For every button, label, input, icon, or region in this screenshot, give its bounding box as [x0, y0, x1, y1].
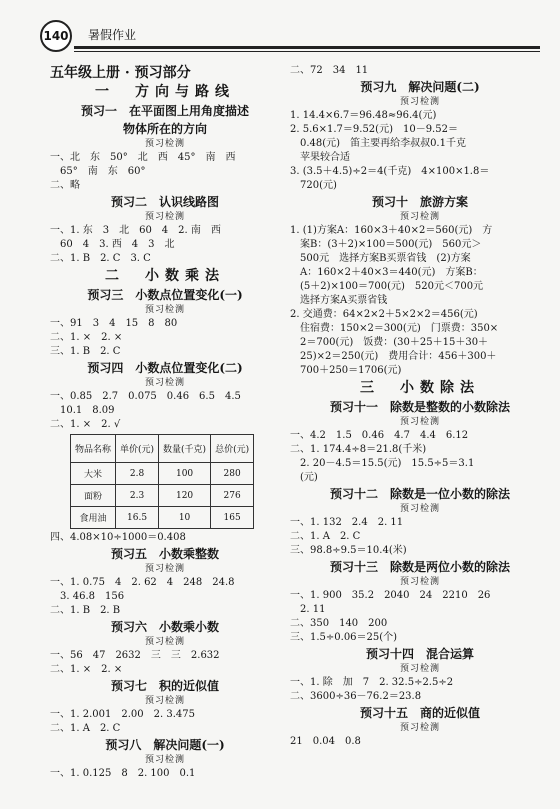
answer-line: 一、1. 除 加 7 2. 32.5÷2.5÷2 — [290, 677, 454, 688]
answer-line: 1. (1)方案A：160×3＋40×2＝560(元) 方 — [290, 225, 493, 236]
answer-line: 二、1. × 2. √ — [50, 419, 121, 430]
goods-table — [70, 434, 254, 529]
answer-line: 二、72 34 11 — [290, 65, 369, 76]
answer-line: 二、1. × 2. × — [50, 664, 123, 675]
table-cell: 大米 — [71, 463, 116, 485]
check-label: 预习检测 — [144, 212, 185, 222]
lesson-heading: 预习八 解决问题(一) — [105, 738, 225, 752]
lesson-heading: 物体所在的方向 — [122, 122, 207, 136]
answer-line: 60 4 3. 西 4 3 北 — [50, 239, 175, 250]
answer-line: 3. (3.5＋4.5)÷2＝4(千克) 4×100×1.8＝ — [290, 166, 490, 177]
answer-line: 二、1. A 2. C — [50, 723, 121, 734]
check-label: 预习检测 — [399, 97, 440, 107]
lesson-heading: 预习二 认识线路图 — [110, 195, 219, 209]
table-header-row — [71, 435, 254, 463]
left-column — [50, 64, 280, 781]
check-label: 预习检测 — [144, 305, 185, 315]
table-row — [71, 485, 254, 507]
answer-line: A：160×2＋40×3＝440(元) 方案B： — [290, 267, 483, 278]
answer-line: 21 0.04 0.8 — [290, 736, 361, 747]
table-header-cell: 总价(元) — [211, 435, 254, 463]
answer-line: 三、98.8÷9.5＝10.4(米) — [290, 545, 407, 556]
answer-line: 二、1. × 2. × — [50, 332, 123, 343]
page-number: 140 — [40, 20, 72, 52]
lesson-heading: 预习十三 除数是两位小数的除法 — [329, 560, 510, 574]
check-label: 预习检测 — [399, 504, 440, 514]
lesson-heading: 预习十 旅游方案 — [371, 195, 468, 209]
answer-line: 一、1. 900 35.2 2040 24 2210 26 — [290, 590, 491, 601]
check-label: 预习检测 — [399, 417, 440, 427]
answer-line: 二、1. 174.4÷8＝21.8(千米) — [290, 444, 427, 455]
answer-line: 2＝700(元) 饭费：(30＋25＋15＋30＋ — [290, 337, 489, 348]
answer-line: 25)×2＝250(元) 费用合计：456＋300＋ — [290, 351, 497, 362]
answer-line: 一、0.85 2.7 0.075 0.46 6.5 4.5 — [50, 391, 241, 402]
answer-line: 10.1 8.09 — [50, 405, 115, 416]
table-row — [71, 463, 254, 485]
answer-line: (元) — [290, 472, 318, 483]
answer-line: 720(元) — [290, 180, 337, 191]
table-cell: 120 — [159, 485, 211, 507]
answer-line: 二、略 — [50, 180, 80, 191]
table-cell: 100 — [159, 463, 211, 485]
lesson-heading: 预习十五 商的近似值 — [359, 706, 480, 720]
lesson-heading: 预习十二 除数是一位小数的除法 — [329, 487, 510, 501]
answer-line: 二、350 140 200 — [290, 618, 388, 629]
answer-line: 一、北 东 50° 北 西 45° 南 西 — [50, 152, 236, 163]
unit-heading: 三 小数除法 — [360, 380, 480, 396]
answer-line: 1. 14.4×6.7＝96.48≈96.4(元) — [290, 110, 437, 121]
table-cell: 2.8 — [116, 463, 159, 485]
answer-line: 三、1. B 2. C — [50, 346, 121, 357]
answer-line: 案B：(3＋2)×100＝500(元) 560元＞ — [290, 239, 482, 250]
answer-line: 2. 11 — [290, 604, 326, 615]
check-label: 预习检测 — [144, 755, 185, 765]
lesson-heading: 预习十一 除数是整数的小数除法 — [329, 400, 510, 414]
answer-line: 一、91 3 4 15 8 80 — [50, 318, 178, 329]
answer-line: 二、1. B 2. C 3. C — [50, 253, 151, 264]
table-cell: 280 — [211, 463, 254, 485]
right-column — [290, 64, 550, 749]
answer-line: 三、1.5÷0.06＝25(个) — [290, 632, 398, 643]
unit-heading: 一 方向与路线 — [95, 84, 235, 100]
answer-line: (5＋2)×100＝700(元) 520元＜700元 — [290, 281, 484, 292]
answer-line: 2. 20－4.5＝15.5(元) 15.5÷5＝3.1 — [290, 458, 475, 469]
check-label: 预习检测 — [399, 577, 440, 587]
check-label: 预习检测 — [144, 564, 185, 574]
table-header-cell: 数量(千克) — [159, 435, 211, 463]
answer-line: 0.48(元) 笛主要再给李叔叔0.1千克 — [290, 138, 466, 149]
answer-line: 一、56 47 2632 三 三 2.632 — [50, 650, 220, 661]
answer-line: 二、1. A 2. C — [290, 531, 361, 542]
page-header — [40, 20, 540, 52]
table-cell: 面粉 — [71, 485, 116, 507]
answer-line: 住宿费：150×2＝300(元) 门票费：350× — [290, 323, 499, 334]
table-cell: 276 — [211, 485, 254, 507]
table-row — [71, 507, 254, 529]
answer-line: 选择方案A买票省钱 — [290, 295, 388, 306]
answer-line: 一、4.2 1.5 0.46 4.7 4.4 6.12 — [290, 430, 469, 441]
check-label: 预习检测 — [144, 696, 185, 706]
answer-line: 65° 南 东 60° — [50, 166, 146, 177]
unit-heading: 二 小数乘法 — [105, 268, 225, 284]
answer-line: 一、1. 2.001 2.00 2. 3.475 — [50, 709, 195, 720]
header-rule-thin — [74, 51, 540, 52]
lesson-heading: 预习五 小数乘整数 — [110, 547, 219, 561]
table-cell: 165 — [211, 507, 254, 529]
table-cell: 食用油 — [71, 507, 116, 529]
table-cell: 2.3 — [116, 485, 159, 507]
answer-line: 2. 交通费：64×2×2＋5×2×2＝456(元) — [290, 309, 478, 320]
answer-line: 700＋250＝1706(元) — [290, 365, 402, 376]
answer-line: 苹果较合适 — [290, 152, 350, 163]
check-label: 预习检测 — [399, 723, 440, 733]
table-header-cell: 单价(元) — [116, 435, 159, 463]
check-label: 预习检测 — [399, 664, 440, 674]
table-header-cell: 物品名称 — [71, 435, 116, 463]
answer-line: 四、4.08×10÷1000＝0.408 — [50, 532, 186, 543]
answer-line: 一、1. 132 2.4 2. 11 — [290, 517, 404, 528]
answer-line: 一、1. 0.75 4 2. 62 4 248 24.8 — [50, 577, 235, 588]
lesson-heading: 预习九 解决问题(二) — [360, 80, 480, 94]
answer-line: 二、3600÷36－76.2＝23.8 — [290, 691, 422, 702]
header-rule — [74, 46, 540, 49]
lesson-heading: 预习一 在平面图上用角度描述 — [80, 104, 249, 118]
answer-line: 二、1. B 2. B — [50, 605, 121, 616]
answer-line: 2. 5.6×1.7＝9.52(元) 10－9.52＝ — [290, 124, 458, 135]
check-label: 预习检测 — [399, 212, 440, 222]
answer-line: 3. 46.8 156 — [50, 591, 125, 602]
grade-heading: 五年级上册 · 预习部分 — [50, 65, 191, 81]
lesson-heading: 预习十四 混合运算 — [365, 647, 474, 661]
answer-line: 一、1. 东 3 北 60 4 2. 南 西 — [50, 225, 221, 236]
lesson-heading: 预习三 小数点位置变化(一) — [87, 288, 243, 302]
table-cell: 10 — [159, 507, 211, 529]
book-title: 暑假作业 — [88, 28, 137, 42]
lesson-heading: 预习六 小数乘小数 — [110, 620, 219, 634]
lesson-heading: 预习七 积的近似值 — [110, 679, 219, 693]
answer-line: 500元 选择方案B买票省钱 (2)方案 — [290, 253, 471, 264]
check-label: 预习检测 — [144, 378, 185, 388]
lesson-heading: 预习四 小数点位置变化(二) — [87, 361, 243, 375]
table-cell: 16.5 — [116, 507, 159, 529]
check-label: 预习检测 — [144, 637, 185, 647]
answer-line: 一、1. 0.125 8 2. 100 0.1 — [50, 768, 196, 779]
check-label: 预习检测 — [144, 139, 185, 149]
